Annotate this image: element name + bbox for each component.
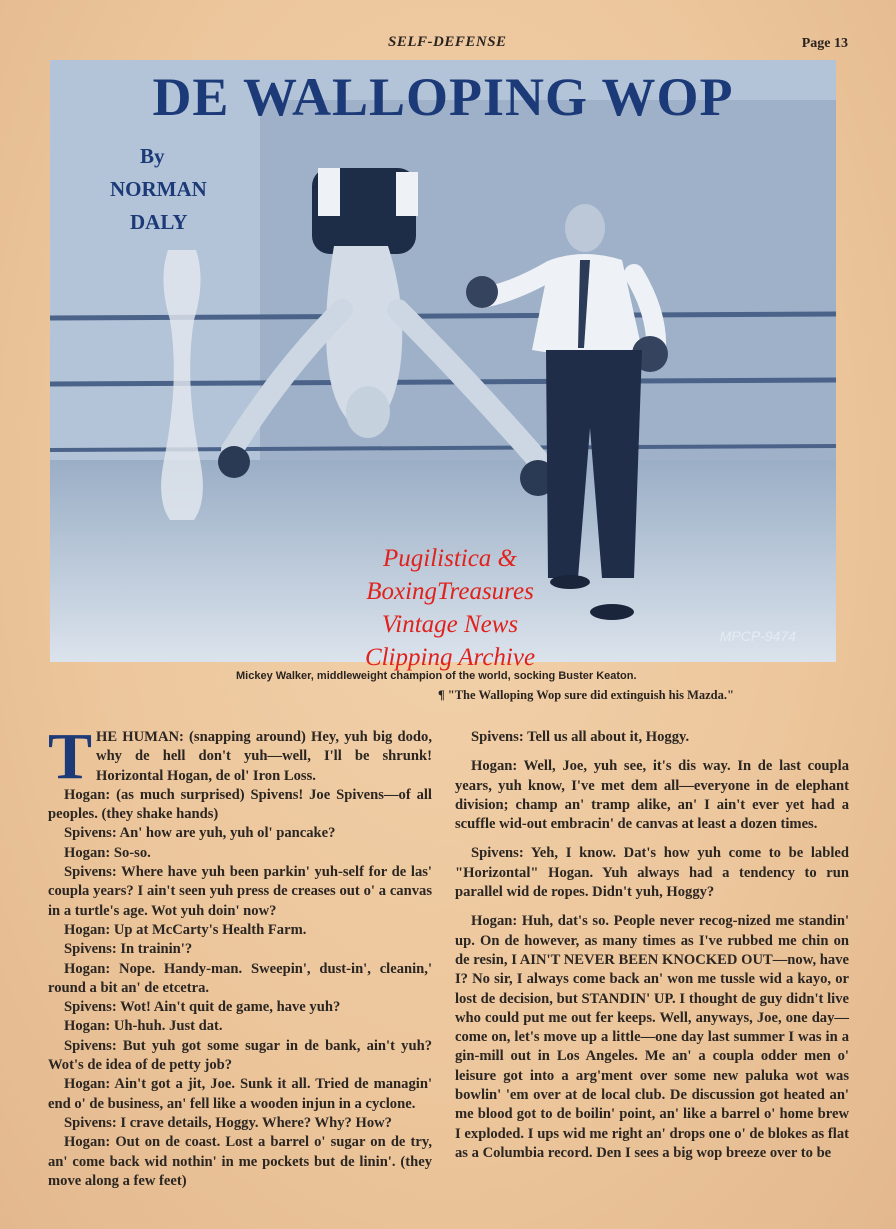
paragraph: Hogan: Ain't got a jit, Joe. Sunk it all. Tried de managin' end o' de business, an' fell like a wooden injun in a cyclone. (48, 1076, 432, 1112)
right-column (455, 728, 849, 1163)
author-first-name: NORMAN (110, 177, 207, 201)
photo-subcaption (438, 688, 734, 703)
author-last-name: DALY (130, 210, 188, 234)
paragraph: Hogan: Uh-huh. Just dat. (64, 1018, 223, 1035)
paragraph: Hogan: Well, Joe, yuh see, it's dis way. In de last coupla years, yuh know, I've met dem all—everyone in de elephant division; champ an' tramp alike, an' I ain't ever yet had a scuffle wid-out embracin' de canvas at least a dozen times. (455, 758, 849, 833)
negative-number: MPCP-9474 (719, 628, 796, 644)
photo-caption: Mickey Walker, middleweight champion of the world, socking Buster Keaton. (236, 670, 637, 682)
paragraph: Hogan: Nope. Handy-man. Sweepin', dust-in', cleanin,' round a bit an' de etcetra. (48, 960, 432, 996)
section-title: SELF-DEFENSE (388, 34, 507, 50)
paragraph: Spivens: Where have yuh been parkin' yuh-self for de las' coupla years? I ain't seen yuh press de creases out o' a canvas in a turtle's age. Wot yuh doin' now? (48, 864, 432, 919)
watermark-line: Pugilistica & (382, 545, 518, 572)
paragraph: Spivens: I crave details, Hoggy. Where? Why? How? (64, 1114, 392, 1131)
article-title: DE WALLOPING WOP (152, 67, 734, 127)
paragraph: Spivens: Tell us all about it, Hoggy. (471, 729, 690, 745)
photo-subcaption-text: "The Walloping Wop sure did extinguish his Mazda." (447, 688, 734, 702)
running-head (0, 34, 896, 52)
left-column (48, 720, 432, 1191)
paragraph: Hogan: Huh, dat's so. People never recog-nized me standin' up. On de however, as many times as I've rubbed me chin on de resin, I AIN'T NEVER BEEN KNOCKED OUT—now, have I? No sir, I always come back an' won me tussle wid a kayo, or lost de decision, but STANDIN' UP. I thought de guy didn't live who could put me out fer keeps. Well, anyways, Joe, one day—come on, let's move up a little—one day last summer I was in a gin-mill out in Los Angeles. Me an' a coupla odder men o' leisure got into a arg'ment over some new paluka wot was bowlin' 'em over at de local club. De discussion got heated an' me blood got to de boilin' point, an' like a barrel o' home brew I exploded. I ups wid me right an' drops one o' de blokes as flat as a Columbia record. Den I sees a big wop breeze over to be (455, 913, 849, 1161)
paragraph: Hogan: Up at McCarty's Health Farm. (64, 921, 307, 938)
paragraph: Hogan: So-so. (64, 844, 151, 861)
paragraph: Spivens: Wot! Ain't quit de game, have yuh? (64, 999, 341, 1016)
paragraph: Spivens: An' how are yuh, yuh ol' pancake? (64, 825, 336, 842)
watermark-line: Vintage News (381, 611, 519, 638)
watermark (320, 542, 580, 674)
paragraph: THE HUMAN: (snapping around) Hey, yuh big dodo, why de hell don't yuh—well, I'll be shrunk! Horizontal Hogan, de ol' Iron Loss. (48, 720, 432, 793)
pilcrow-icon: ¶ (438, 688, 445, 702)
paragraph: Hogan: Out on de coast. Lost a barrel o' sugar on de try, an' come back wid nothin' in me pockets but de linin'. (they move along a few feet) (48, 1134, 432, 1189)
paragraph: Hogan: (as much surprised) Spivens! Joe Spivens—of all peoples. (they shake hands) (48, 786, 432, 823)
byline (110, 140, 207, 239)
drop-cap: T (48, 720, 93, 793)
byline-by: By (140, 144, 165, 168)
watermark-line: Clipping Archive (364, 644, 536, 671)
page-number: Page 13 (801, 36, 848, 51)
paragraph: Spivens: But yuh got some sugar in de bank, ain't yuh? Wot's de idea of de petty job? (48, 1037, 432, 1074)
paragraph: Spivens: Yeh, I know. Dat's how yuh come to be labled "Horizontal" Hogan. Yuh always had a tendency to run parallel wid de ropes. Didn't yuh, Hoggy? (455, 845, 849, 901)
watermark-line: BoxingTreasures (366, 578, 534, 605)
paragraph: Spivens: In trainin'? (64, 941, 193, 958)
